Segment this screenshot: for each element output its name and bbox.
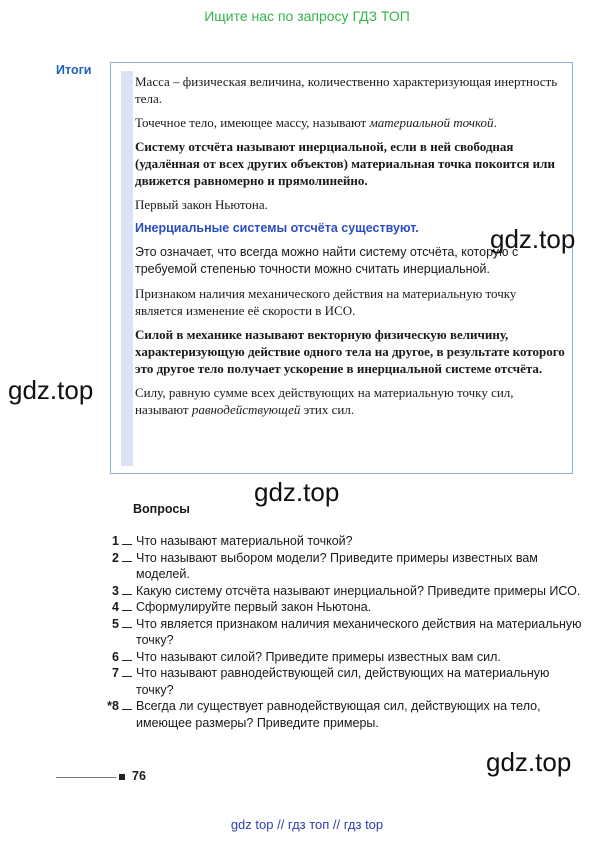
text-fragment: Силу, равную сумме всех действующих на материальную точку сил, называют [135, 385, 514, 417]
summary-paragraph-first-law: Первый закон Ньютона. [135, 197, 268, 212]
summary-paragraph-material-point [135, 114, 565, 131]
question-text: Какую систему отсчёта называют инерциальной? Приведите примеры ИСО. [136, 583, 581, 598]
summary-paragraph-action-sign: Признаком наличия механического действия на материальную точку является изменение её скорости в ИСО. [135, 286, 517, 318]
question-mark-line [122, 599, 132, 611]
summary-paragraph-inertial-frame [135, 138, 565, 189]
question-text: Что называют материальной точкой? [136, 534, 353, 548]
question-text: Всегда ли существует равнодействующая сил, действующих на тело, имеющее размеры? Приведите примеры. [136, 699, 541, 730]
question-text: Что называют равнодействующей сил, действующих на материальную точку? [136, 666, 550, 697]
definition-inertial-frame: Систему отсчёта называют инерциальной, если в ней свободная (удалённая от всех других объектов) материальная точка покоится или движется равномерно и прямолинейно. [135, 139, 555, 188]
summary-paragraph-mass: Масса – физическая величина, количественно характеризующая инертность тела. [135, 74, 558, 106]
question-mark-line [122, 649, 132, 661]
questions-heading: Вопросы [133, 502, 190, 516]
question-number: 7 [112, 666, 119, 680]
question-number: 5 [112, 616, 119, 631]
question-item [95, 698, 585, 731]
question-number: 2 [112, 550, 119, 565]
questions-list [95, 533, 585, 731]
section-title-summary: Итоги [56, 63, 92, 77]
question-mark-line [122, 550, 132, 562]
question-mark-line [122, 698, 132, 710]
question-mark-line [122, 616, 132, 628]
question-number: 1 [112, 534, 119, 548]
footer-rule [56, 777, 116, 778]
question-number: *8 [107, 699, 119, 713]
question-item [95, 599, 585, 616]
summary-paragraph-meaning: Это означает, что всегда можно найти систему отсчёта, которую с требуемой степенью точности можно считать инерциальной. [135, 245, 519, 276]
term-material-point: материальной точкой [369, 115, 494, 130]
text-fragment: Точечное тело, имеющее массу, называют [135, 115, 370, 130]
question-item [95, 649, 585, 666]
watermark: gdz.top [254, 477, 340, 507]
summary-box [110, 62, 576, 474]
question-number: 3 [112, 583, 119, 598]
question-mark-line [122, 583, 132, 595]
question-mark-line [122, 665, 132, 677]
question-item [95, 583, 585, 600]
text-fragment: . [493, 115, 497, 130]
question-text: Что называют выбором модели? Приведите примеры известных вам моделей. [136, 550, 538, 581]
summary-paragraph-frames-exist: Инерциальные системы отсчёта существуют. [135, 221, 419, 235]
summary-stripe [121, 71, 133, 466]
question-item [95, 550, 585, 583]
term-resultant: равнодействующей [191, 402, 301, 417]
page-number: 76 [132, 769, 146, 783]
question-mark-line [122, 533, 132, 545]
watermark: gdz.top [8, 375, 94, 405]
definition-force: Силой в механике называют векторную физическую величину, характеризующую действие одного тела на другое, в результате которого это другое тело получает ускорение в инерциальной системе отсчёта. [135, 327, 565, 376]
question-text: Сформулируйте первый закон Ньютона. [136, 600, 372, 614]
watermark: gdz.top [490, 224, 576, 254]
question-item [95, 665, 585, 698]
summary-paragraph-resultant [135, 384, 565, 418]
question-item [95, 616, 585, 649]
text-fragment: этих сил. [300, 402, 355, 417]
bottom-banner: gdz top // гдз топ // гдз top [230, 817, 384, 832]
top-banner: Ищите нас по запросу ГДЗ ТОП [204, 8, 410, 24]
question-number: 6 [112, 649, 119, 664]
watermark: gdz.top [486, 747, 572, 777]
footer-square-icon [119, 774, 125, 780]
question-text: Что является признаком наличия механического действия на материальную точку? [136, 616, 582, 647]
question-number: 4 [112, 600, 119, 614]
question-item [95, 533, 585, 550]
question-text: Что называют силой? Приведите примеры известных вам сил. [136, 649, 501, 664]
summary-paragraph-force [135, 326, 565, 377]
